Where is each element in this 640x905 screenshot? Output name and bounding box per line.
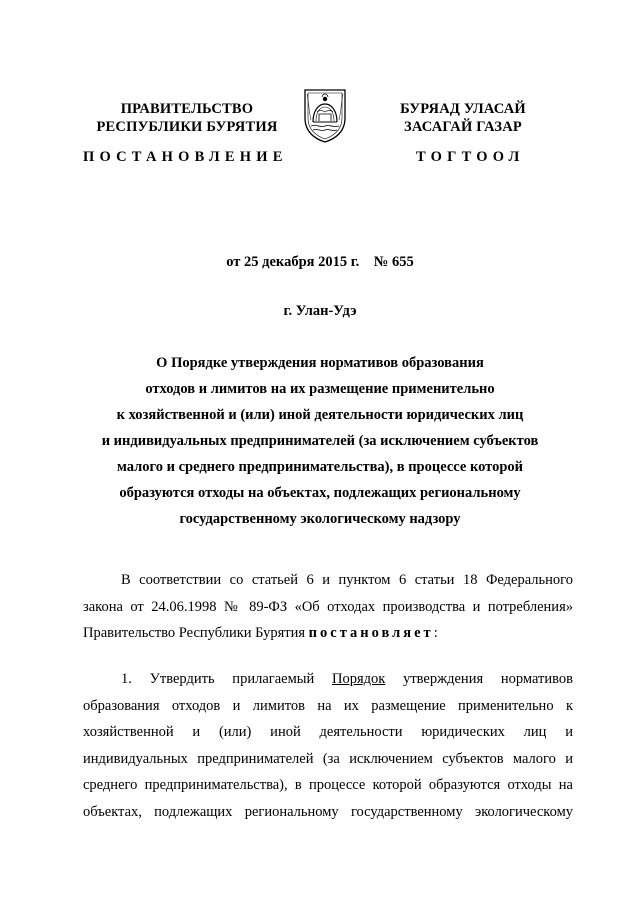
paragraph-line: образования отходов и лимитов на их размещение применительно к xyxy=(83,697,573,714)
paragraph-line xyxy=(83,666,573,693)
header-right-block xyxy=(378,100,548,136)
title-line: и индивидуальных предпринимателей (за исключением субъектов xyxy=(101,433,539,449)
header-right-line2: ЗАСАГАЙ ГАЗАР xyxy=(404,119,522,135)
header-left-block xyxy=(92,100,282,136)
paragraph-line: закона от 24.06.1998 № 89-ФЗ «Об отходах производства и потребления» xyxy=(83,598,573,615)
resolves-word: постановляет xyxy=(308,625,434,641)
title-line: малого и среднего предпринимательства), в процессе которой xyxy=(116,459,524,475)
city: г. Улан-Удэ xyxy=(283,303,357,319)
paragraph-line: объектах, подлежащих региональному государственному экологическому xyxy=(83,803,573,820)
title-line: О Порядке утверждения нормативов образования xyxy=(156,355,484,371)
item-1-suffix: утверждения нормативов xyxy=(385,671,573,687)
preamble-paragraph xyxy=(83,567,573,647)
doc-type-left: ПОСТАНОВЛЕНИЕ xyxy=(83,149,288,165)
title-line: государственному экологическому надзору xyxy=(179,511,461,527)
preamble-colon: : xyxy=(433,625,438,641)
paragraph-line: индивидуальных предпринимателей (за исключением субъектов малого и xyxy=(83,750,573,767)
coat-of-arms-icon xyxy=(301,84,349,144)
title-line: образуются отходы на объектах, подлежащих региональному xyxy=(119,485,521,501)
item-1-paragraph xyxy=(83,666,573,825)
header-left-line2: РЕСПУБЛИКИ БУРЯТИЯ xyxy=(96,119,278,135)
date-and-number: от 25 декабря 2015 г. № 655 xyxy=(226,254,414,270)
paragraph-line: В соответствии со статьей 6 и пунктом 6 статьи 18 Федерального xyxy=(121,572,573,588)
paragraph-line xyxy=(83,620,573,647)
document-title xyxy=(70,350,570,532)
header-right-line1: БУРЯАД УЛАСАЙ xyxy=(400,101,526,117)
header-left-line1: ПРАВИТЕЛЬСТВО xyxy=(120,101,254,117)
procedure-link[interactable]: Порядок xyxy=(332,671,386,687)
item-1-prefix: 1. Утвердить прилагаемый xyxy=(121,671,332,687)
preamble-subject: Правительство Республики Бурятия xyxy=(83,625,309,641)
title-line: к хозяйственной и (или) иной деятельности юридических лиц xyxy=(116,407,524,423)
title-line: отходов и лимитов на их размещение применительно xyxy=(145,381,495,397)
paragraph-line: хозяйственной и (или) иной деятельности юридических лиц и xyxy=(83,724,573,740)
doc-type-right: ТОГТООЛ xyxy=(416,149,525,165)
paragraph-line: среднего предпринимательства), в процессе которой образуются отходы на xyxy=(83,777,573,793)
